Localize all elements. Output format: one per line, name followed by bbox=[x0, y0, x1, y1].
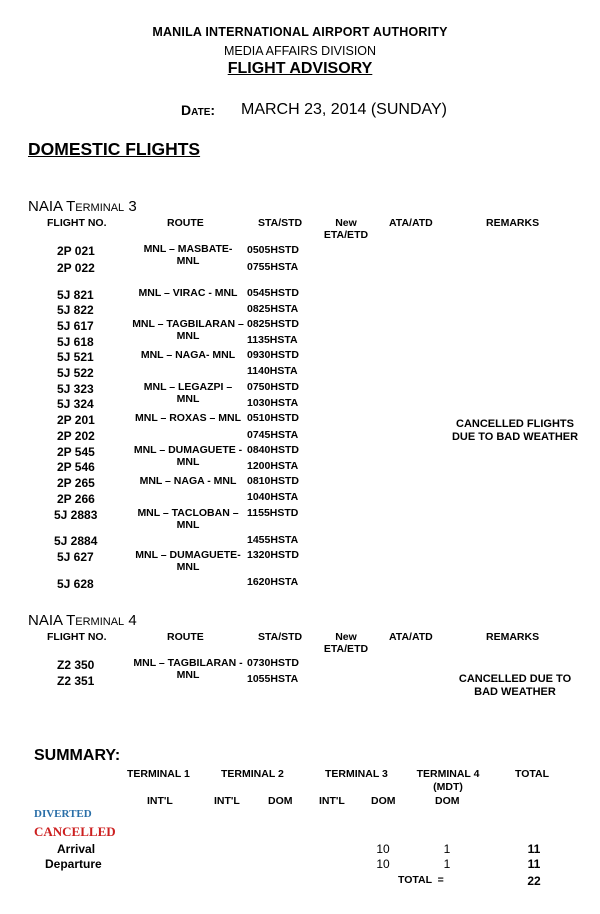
summary-t3-dom: DOM bbox=[371, 795, 396, 807]
col-sta-std: STA/STD bbox=[258, 217, 303, 229]
terminal4-remarks: CANCELLED DUE TO BAD WEATHER bbox=[458, 673, 572, 698]
sta-std-time: 0545HSTD bbox=[247, 287, 299, 299]
arrival-t4-dom: 1 bbox=[443, 842, 451, 856]
grand-total-label: TOTAL = bbox=[398, 874, 444, 886]
route: MNL – ROXAS – MNL bbox=[135, 412, 241, 424]
col-remarks: REMARKS bbox=[486, 217, 540, 229]
flight-number: 2P 201 bbox=[57, 413, 95, 427]
flight-number: 5J 2883 bbox=[54, 508, 98, 522]
sta-std-time: 1200HSTA bbox=[247, 460, 299, 472]
sta-std-time: 1135HSTA bbox=[247, 334, 298, 346]
flight-number: 5J 617 bbox=[57, 319, 94, 333]
sta-std-time: 0825HSTA bbox=[247, 303, 299, 315]
flight-number: 2P 021 bbox=[57, 244, 95, 258]
sta-std-time: 0825HSTD bbox=[247, 318, 299, 330]
col-ata-atd: ATA/ATD bbox=[389, 217, 433, 229]
departure-t3-dom: 10 bbox=[376, 857, 390, 871]
route: MNL – TAGBILARAN - MNL bbox=[133, 657, 243, 681]
sta-std-time: 1320HSTD bbox=[247, 549, 299, 561]
sta-std-time: 1455HSTA bbox=[247, 534, 299, 546]
sta-std-time: 0840HSTD bbox=[247, 444, 299, 456]
route: MNL – DUMAGUETE - MNL bbox=[133, 444, 243, 468]
flight-number: 5J 2884 bbox=[54, 534, 98, 548]
departure-label: Departure bbox=[45, 857, 102, 871]
diverted-label: DIVERTED bbox=[34, 808, 92, 820]
route: MNL – MASBATE- MNL bbox=[143, 243, 233, 267]
cancelled-label: CANCELLED bbox=[34, 824, 116, 839]
flight-number: 5J 324 bbox=[57, 397, 94, 411]
flight-number: 5J 522 bbox=[57, 366, 94, 380]
document-title: FLIGHT ADVISORY bbox=[227, 60, 373, 77]
summary-t1-intl: INT'L bbox=[147, 795, 173, 807]
summary-t4-dom: DOM bbox=[435, 795, 460, 807]
sta-std-time: 0745HSTA bbox=[247, 429, 299, 441]
summary-t2-intl: INT'L bbox=[214, 795, 240, 807]
grand-total: 22 bbox=[527, 874, 541, 888]
route: MNL – LEGAZPI – MNL bbox=[143, 381, 233, 405]
sta-std-time: 0730HSTD bbox=[247, 657, 299, 669]
flight-number: 5J 521 bbox=[57, 350, 94, 364]
terminal3-heading: NAIA Terminal 3 bbox=[28, 198, 137, 215]
terminal4-heading: NAIA Terminal 4 bbox=[28, 612, 137, 629]
flight-number: 5J 821 bbox=[57, 288, 94, 302]
flight-number: 5J 323 bbox=[57, 382, 94, 396]
sta-std-time: 1140HSTA bbox=[247, 365, 298, 377]
col-new-eta-etd: New ETA/ETD bbox=[323, 631, 369, 655]
summary-mdt: (MDT) bbox=[433, 781, 463, 793]
division-name: MEDIA AFFAIRS DIVISION bbox=[223, 44, 377, 58]
route: MNL – TAGBILARAN – MNL bbox=[132, 318, 244, 342]
route: MNL – TACLOBAN – MNL bbox=[137, 507, 239, 531]
sta-std-time: 0750HSTD bbox=[247, 381, 299, 393]
flight-number: 5J 628 bbox=[57, 577, 94, 591]
sta-std-time: 0930HSTD bbox=[247, 349, 299, 361]
route: MNL – DUMAGUETE- MNL bbox=[135, 549, 241, 573]
sta-std-time: 0810HSTD bbox=[247, 475, 299, 487]
sta-std-time: 1030HSTA bbox=[247, 397, 299, 409]
arrival-label: Arrival bbox=[57, 842, 96, 856]
flight-number: 2P 545 bbox=[57, 445, 95, 459]
col-sta-std: STA/STD bbox=[258, 631, 303, 643]
summary-t3-intl: INT'L bbox=[319, 795, 345, 807]
sta-std-time: 1155HSTD bbox=[247, 507, 299, 519]
sta-std-time: 1040HSTA bbox=[247, 491, 299, 503]
summary-terminal3: TERMINAL 3 bbox=[325, 768, 388, 780]
departure-t4-dom: 1 bbox=[443, 857, 451, 871]
route: MNL – NAGA - MNL bbox=[139, 475, 237, 487]
col-route: ROUTE bbox=[167, 631, 204, 643]
date-label: Date: bbox=[181, 102, 216, 118]
arrival-t3-dom: 10 bbox=[376, 842, 390, 856]
sta-std-time: 0755HSTA bbox=[247, 261, 299, 273]
summary-terminal2: TERMINAL 2 bbox=[221, 768, 284, 780]
flight-number: 2P 546 bbox=[57, 460, 95, 474]
flight-number: 2P 202 bbox=[57, 429, 95, 443]
col-route: ROUTE bbox=[167, 217, 204, 229]
col-ata-atd: ATA/ATD bbox=[389, 631, 433, 643]
flight-number: 2P 266 bbox=[57, 492, 95, 506]
summary-terminal4: TERMINAL 4 bbox=[416, 768, 480, 780]
terminal3-remarks: CANCELLED FLIGHTS DUE TO BAD WEATHER bbox=[451, 418, 579, 443]
sta-std-time: 0510HSTD bbox=[247, 412, 299, 424]
authority-name: MANILA INTERNATIONAL AIRPORT AUTHORITY bbox=[152, 25, 448, 39]
route: MNL – VIRAC - MNL bbox=[138, 287, 238, 299]
col-flight-no: FLIGHT NO. bbox=[47, 217, 107, 229]
flight-number: 2P 022 bbox=[57, 261, 95, 275]
flight-number: Z2 350 bbox=[57, 658, 95, 672]
departure-total: 11 bbox=[527, 857, 541, 871]
sta-std-time: 0505HSTD bbox=[247, 244, 299, 256]
summary-t2-dom: DOM bbox=[268, 795, 293, 807]
flight-number: Z2 351 bbox=[57, 674, 95, 688]
col-remarks: REMARKS bbox=[486, 631, 540, 643]
summary-terminal1: TERMINAL 1 bbox=[127, 768, 190, 780]
col-new-eta-etd: New ETA/ETD bbox=[323, 217, 369, 241]
summary-total-col: TOTAL bbox=[515, 768, 550, 780]
date-value: MARCH 23, 2014 (SUNDAY) bbox=[241, 101, 447, 118]
route: MNL – NAGA- MNL bbox=[140, 349, 236, 361]
summary-title: SUMMARY: bbox=[34, 747, 121, 764]
sta-std-time: 1620HSTA bbox=[247, 576, 299, 588]
arrival-total: 11 bbox=[527, 842, 541, 856]
flight-number: 5J 627 bbox=[57, 550, 94, 564]
col-flight-no: FLIGHT NO. bbox=[47, 631, 107, 643]
flight-number: 5J 618 bbox=[57, 335, 94, 349]
section-title: DOMESTIC FLIGHTS bbox=[28, 139, 201, 159]
sta-std-time: 1055HSTA bbox=[247, 673, 299, 685]
flight-number: 5J 822 bbox=[57, 303, 94, 317]
flight-number: 2P 265 bbox=[57, 476, 95, 490]
